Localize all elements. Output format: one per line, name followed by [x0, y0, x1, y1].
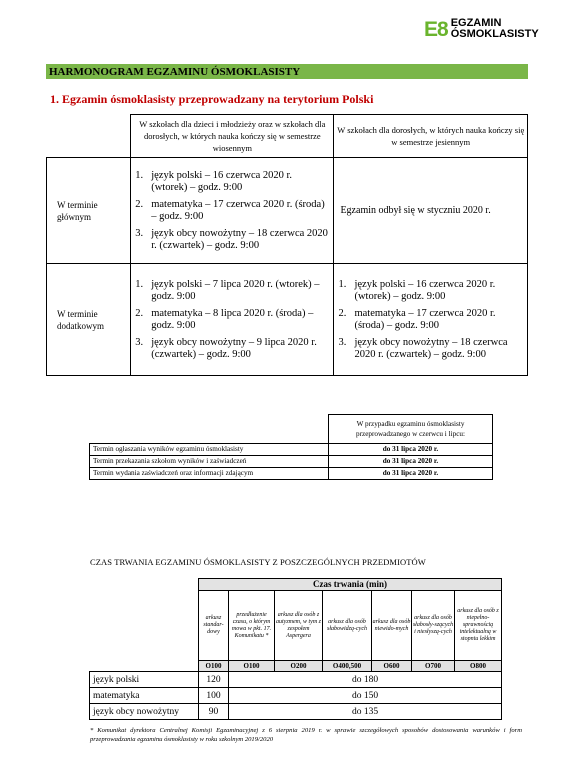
- column-code: O600: [372, 661, 412, 672]
- column-code: O400,500: [323, 661, 372, 672]
- column-code: O200: [275, 661, 323, 672]
- column-code: O700: [412, 661, 455, 672]
- row-extra-label: W terminie dodatkowym: [47, 264, 131, 376]
- results-table: [89, 414, 493, 480]
- column-desc: arkusz standar-dowy: [199, 591, 229, 661]
- column-desc: przedłużenie czasu, o którym mowa w pkt. 17. Komunikatu *: [229, 591, 275, 661]
- results-value: do 31 lipca 2020 r.: [329, 468, 493, 480]
- subject-name: język polski: [90, 672, 199, 688]
- logo-line2: ÓSMOKLASISTY: [450, 28, 539, 40]
- empty-corner: [47, 115, 131, 158]
- column-code: O100: [229, 661, 275, 672]
- empty-corner: [90, 579, 199, 672]
- main-autumn-cell: Egzamin odbył się w styczniu 2020 r.: [334, 158, 528, 264]
- standard-time: 90: [199, 704, 229, 720]
- footnote: * Komunikat dyrektora Centralnej Komisji Egzaminacyjnej z 6 sierpnia 2019 r. w sprawie szczegółowych sposobów dostosowania warunków i form przeprowadzania egzaminu ósmoklasisty w roku szkolnym 2019/2020: [90, 727, 522, 743]
- extended-time: do 150: [229, 688, 502, 704]
- schedule-table: [46, 114, 528, 376]
- column-desc: arkusz dla osób z niepełno-sprawnością intelektualną w stopniu lekkim: [455, 591, 502, 661]
- list-item: 2. matematyka – 8 lipca 2020 r. (środa) – godz. 9:00: [135, 307, 314, 331]
- column-desc: arkusz dla osób z autyzmem, w tym z zespołem Aspergera: [275, 591, 323, 661]
- list-item: 3. język obcy nowożytny – 18 czerwca 2020 r. (czwartek) – godz. 9:00: [135, 227, 328, 251]
- standard-time: 120: [199, 672, 229, 688]
- col1-header: W szkołach dla dzieci i młodzieży oraz w szkołach dla dorosłych, w których nauka kończy się w semestrze wiosennym: [131, 115, 334, 158]
- logo-line1: EGZAMIN: [450, 17, 502, 29]
- extended-time: do 135: [229, 704, 502, 720]
- column-desc: arkusz dla osób słabosły-szących i niesłyszą-cych: [412, 591, 455, 661]
- list-item: 3. język obcy nowożytny – 9 lipca 2020 r. (czwartek) – godz. 9:00: [135, 336, 317, 360]
- empty-corner: [90, 415, 329, 444]
- standard-time: 100: [199, 688, 229, 704]
- results-value: do 31 lipca 2020 r.: [329, 456, 493, 468]
- extra-spring-cell: [131, 264, 334, 376]
- column-code: O800: [455, 661, 502, 672]
- page-banner: HARMONOGRAM EGZAMINU ÓSMOKLASISTY: [46, 64, 528, 79]
- subject-name: matematyka: [90, 688, 199, 704]
- list-item: 1. język polski – 16 czerwca 2020 r. (wtorek) – godz. 9:00: [338, 278, 496, 302]
- duration-header: Czas trwania (min): [199, 579, 502, 591]
- column-desc: arkusz dla osób słabowidzą-cych: [323, 591, 372, 661]
- logo-text: [451, 18, 539, 40]
- results-label: Termin wydania zaświadczeń oraz informacji zdającym: [90, 468, 329, 480]
- results-label: Termin przekazania szkołom wyników i zaświadczeń: [90, 456, 329, 468]
- extended-time: do 180: [229, 672, 502, 688]
- results-label: Termin ogłaszania wyników egzaminu ósmoklasisty: [90, 444, 329, 456]
- column-desc: arkusz dla osób niewido-mych: [372, 591, 412, 661]
- col2-header: W szkołach dla dorosłych, w których nauka kończy się w semestrze jesiennym: [334, 115, 528, 158]
- list-item: 2. matematyka – 17 czerwca 2020 r. (środa) – godz. 9:00: [135, 198, 325, 222]
- row-main-label: W terminie głównym: [47, 158, 131, 264]
- section2-title: CZAS TRWANIA EGZAMINU ÓSMOKLASISTY Z POSZCZEGÓLNYCH PRZEDMIOTÓW: [90, 557, 426, 567]
- results-value: do 31 lipca 2020 r.: [329, 444, 493, 456]
- logo-mark: E8: [424, 17, 448, 41]
- logo: [424, 18, 539, 40]
- list-item: 2. matematyka – 17 czerwca 2020 r. (środa) – godz. 9:00: [338, 307, 496, 331]
- column-code: O100: [199, 661, 229, 672]
- duration-table: [89, 578, 502, 720]
- list-item: 1. język polski – 7 lipca 2020 r. (wtorek) – godz. 9:00: [135, 278, 320, 302]
- main-spring-cell: [131, 158, 334, 264]
- results-header: W przypadku egzaminu ósmoklasisty przeprowadzanego w czerwcu i lipcu:: [329, 415, 493, 444]
- list-item: 3. język obcy nowożytny – 18 czerwca 2020 r. (czwartek) – godz. 9:00: [338, 336, 508, 360]
- extra-autumn-cell: [334, 264, 528, 376]
- list-item: 1. język polski – 16 czerwca 2020 r. (wtorek) – godz. 9:00: [135, 169, 293, 193]
- subject-name: język obcy nowożytny: [90, 704, 199, 720]
- section1-title: 1. Egzamin ósmoklasisty przeprowadzany na terytorium Polski: [50, 92, 374, 106]
